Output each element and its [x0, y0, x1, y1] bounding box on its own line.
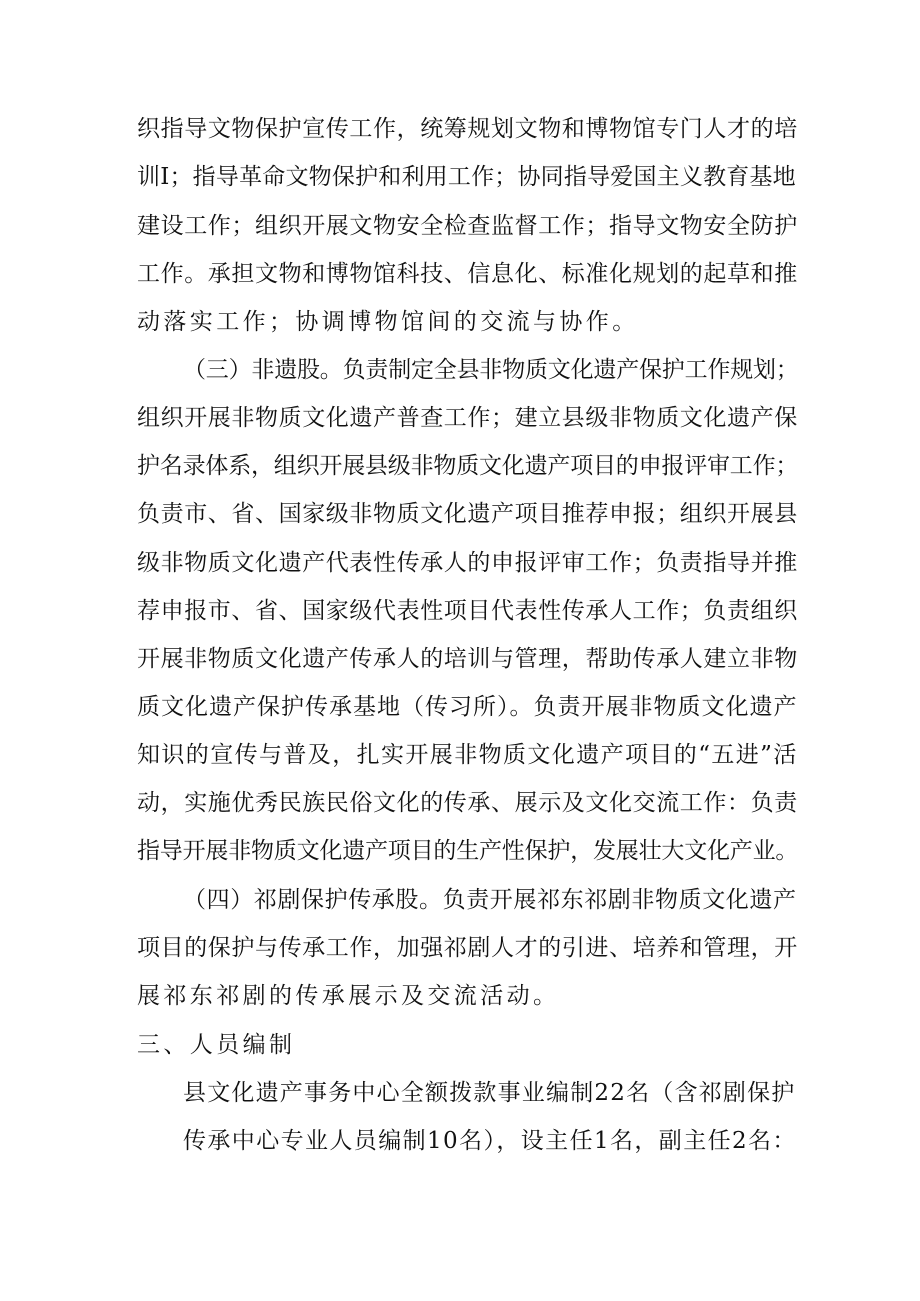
text-line: 质文化遗产保护传承基地（传习所）。负责开展非物质文化遗产 — [137, 694, 798, 720]
text-line: 传承中心专业人员编制10名），设主任1名，副主任2名： — [183, 1128, 797, 1154]
text-line: 动，实施优秀民族民俗文化的传承、展示及文化交流工作：负责 — [137, 790, 798, 816]
text-line: 负责市、省、国家级非物质文化遗产项目推荐申报；组织开展县 — [137, 501, 798, 527]
text-line: 动落实工作；协调博物馆间的交流与协作。 — [137, 309, 639, 335]
heading-staffing: 三、人员编制 — [137, 1032, 296, 1058]
text-line: 护名录体系，组织开展县级非物质文化遗产项目的申报评审工作； — [137, 453, 799, 479]
section-heading-3: （三）非遗股。负责制定全县非物质文化遗产保护工作规划； — [183, 357, 799, 383]
text-line: 指导开展非物质文化遗产项目的生产性保护，发展壮大文化产业。 — [137, 838, 799, 864]
text-line: 荐申报市、省、国家级代表性项目代表性传承人工作；负责组织 — [137, 598, 798, 624]
section-heading-4: （四）祁剧保护传承股。负责开展祁东祁剧非物质文化遗产 — [183, 887, 797, 913]
text-line: 工作。承担文物和博物馆科技、信息化、标准化规划的起草和推 — [137, 261, 798, 287]
text-line: 项目的保护与传承工作，加强祁剧人才的引进、培养和管理，开 — [137, 935, 798, 961]
text-line: 训Ⅰ；指导革命文物保护和利用工作；协同指导爱国主义教育基地 — [137, 164, 796, 190]
text-line: 县文化遗产事务中心全额拨款事业编制22名（含祁剧保护 — [183, 1080, 796, 1106]
text-line: 建设工作；组织开展文物安全检查监督工作；指导文物安全防护 — [137, 213, 798, 239]
text-line: 开展非物质文化遗产传承人的培训与管理，帮助传承人建立非物 — [137, 646, 798, 672]
text-line: 织指导文物保护宣传工作，统筹规划文物和博物馆专门人才的培 — [137, 116, 798, 142]
text-line: 组织开展非物质文化遗产普查工作；建立县级非物质文化遗产保 — [137, 405, 798, 431]
text-line: 级非物质文化遗产代表性传承人的申报评审工作；负责指导并推 — [137, 550, 798, 576]
text-line: 知识的宣传与普及，扎实开展非物质文化遗产项目的“五进”活 — [137, 742, 798, 768]
text-line: 展祁东祁剧的传承展示及交流活动。 — [137, 983, 560, 1009]
